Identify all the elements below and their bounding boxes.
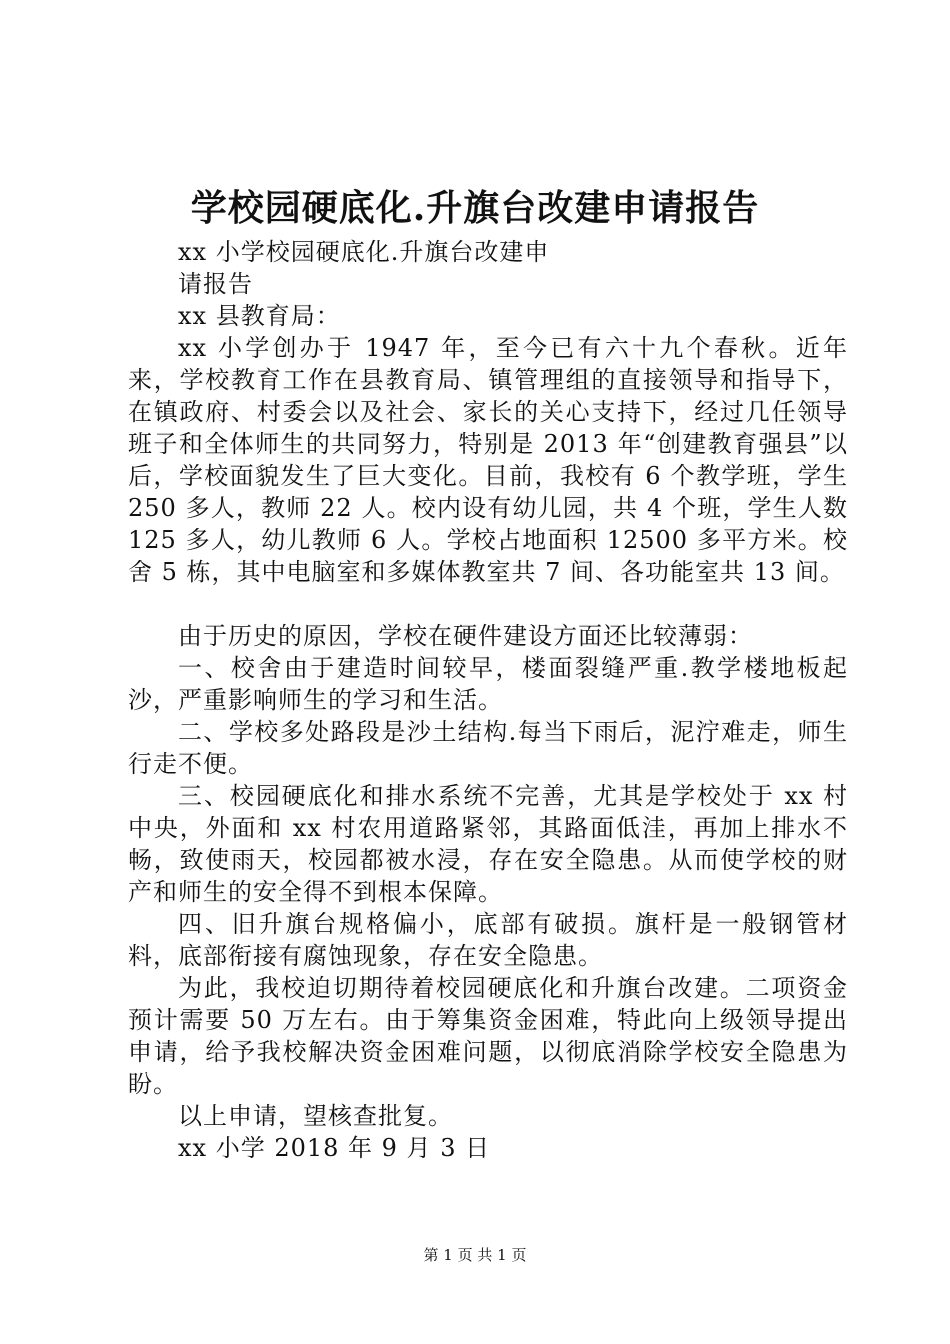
paragraph-item-4: 四、旧升旗台规格偏小，底部有破损。旗杆是一般钢管材料，底部衔接有腐蚀现象，存在安全隐患。: [128, 910, 848, 970]
document-title: 学校园硬底化.升旗台改建申请报告: [190, 187, 760, 229]
paragraph-history: 由于历史的原因，学校在硬件建设方面还比较薄弱：: [178, 622, 753, 650]
signature-date: xx 小学 2018 年 9 月 3 日: [178, 1134, 491, 1162]
paragraph-closing: 以上申请，望核查批复。: [178, 1102, 453, 1130]
document-body: [128, 236, 848, 1164]
subtitle-line-2: 请报告: [178, 270, 253, 298]
paragraph-item-1: 一、校舍由于建造时间较早，楼面裂缝严重.教学楼地板起沙，严重影响师生的学习和生活。: [128, 654, 848, 714]
page-footer: 第 1 页 共 1 页: [423, 1246, 527, 1264]
paragraph-request: 为此，我校迫切期待着校园硬底化和升旗台改建。二项资金预计需要 50 万左右。由于筹集资金困难，特此向上级领导提出申请，给予我校解决资金困难问题，以彻底消除学校安全隐患为盼。: [128, 974, 848, 1098]
salutation: xx 县教育局：: [178, 302, 341, 330]
paragraph-intro: xx 小学创办于 1947 年，至今已有六十九个春秋。近年来，学校教育工作在县教育局、镇管理组的直接领导和指导下，在镇政府、村委会以及社会、家长的关心支持下，经过几任领导班子和全体师生的共同努力，特别是 2013 年“创建教育强县”以后，学校面貌发生了巨大变化。目前，我校有 6 个教学班，学生 250 多人，教师 22 人。校内设有幼儿园，共 4 个班，学生人数 125 多人，幼儿教师 6 人。学校占地面积 12500 多平方米。校舍 5 栋，其中电脑室和多媒体教室共 7 间、各功能室共 13 间。: [128, 334, 848, 586]
paragraph-item-3: 三、校园硬底化和排水系统不完善，尤其是学校处于 xx 村中央，外面和 xx 村农用道路紧邻，其路面低洼，再加上排水不畅，致使雨天，校园都被水浸，存在安全隐患。从而使学校的财产和师生的安全得不到根本保障。: [128, 782, 848, 906]
subtitle-line-1: xx 小学校园硬底化.升旗台改建申: [178, 238, 550, 266]
paragraph-item-2: 二、学校多处路段是沙土结构.每当下雨后，泥泞难走，师生行走不便。: [128, 718, 848, 778]
